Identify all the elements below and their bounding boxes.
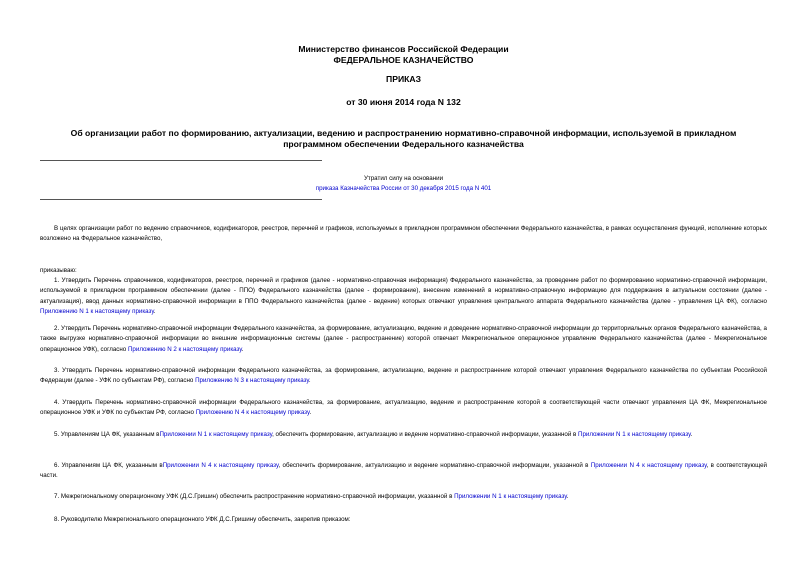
appendix-1-link[interactable]: Приложении N 1 к настоящему приказу xyxy=(454,493,567,500)
paragraph-4-text: 4. Утвердить Перечень нормативно-справочной информации Федерального казначейства, за формирование, актуализацию, ведение и распространение которой в соответствующей части отвечают управления ЦА ФК, Межрегиональное операционное УФК и УФК по субъектам РФ, согласно xyxy=(40,399,767,417)
appendix-1-link[interactable]: Приложении N 1 к настоящему приказу xyxy=(159,431,273,438)
paragraph-3-text: 3. Утвердить Перечень нормативно-справочной информации Федерального казначейства, за формирование, актуализацию, ведение и распространение которой отвечают управления Федерального казначейства по субъектам Российской Федерации (далее - УФК по субъектам РФ), согласно xyxy=(40,367,767,385)
paragraph-6-text-c: , в соответствующей части. xyxy=(40,462,768,480)
period: . xyxy=(153,308,156,316)
period: . xyxy=(241,345,244,353)
document-title: Об организации работ по формированию, актуализации, ведению и распространению нормативно-справочной информации, используемой в прикладном программном обеспечении Федерального казначейства xyxy=(70,128,737,149)
paragraph-2-text: 2. Утвердить Перечень нормативно-справочной информации Федерального казначейства, за формирование, актуализацию, ведение и доведение нормативно-справочной информации до территориальных органов Федерального казначейства, а также выгрузке нормативно-справочной информации во внешние информационные системы (далее - распространение) которой отвечает Межрегиональное операционное управление Федерального казначейства (далее - Межрегиональное операционное УФК), согласно xyxy=(40,325,767,353)
paragraph-5-text-a: 5. Управлениям ЦА ФК, указанным в xyxy=(54,431,160,438)
status-notice xyxy=(0,174,807,194)
appendix-2-link[interactable]: Приложению N 2 к настоящему приказу xyxy=(127,345,242,353)
appendix-1-link[interactable]: Приложению N 1 к настоящему приказу xyxy=(40,308,154,316)
appendix-4-link[interactable]: Приложении N 4 к настоящему приказу xyxy=(162,462,279,469)
intro-paragraph: В целях организации работ по ведению справочников, кодификаторов, реестров, перечней и графиков, используемых в прикладном программном обеспечении Федерального казначейства, в рамках осуществления функций, исполнение которых возложено на Федеральное казначейство, xyxy=(40,225,767,243)
agency-name: ФЕДЕРАЛЬНОЕ КАЗНАЧЕЙСТВО xyxy=(333,55,474,65)
paragraph-3 xyxy=(40,366,767,387)
ministry-name: Министерство финансов Российской Федерации xyxy=(298,44,509,54)
appendix-1-link[interactable]: Приложении N 1 к настоящему приказу xyxy=(578,431,691,438)
paragraph-5-text-b: , обеспечить формирование, актуализацию и ведение нормативно-справочной информации, указанной в xyxy=(272,431,579,438)
paragraph-2 xyxy=(40,324,767,355)
paragraph-1-text: 1. Утвердить Перечень справочников, кодификаторов, реестров, перечней и графиков (далее - нормативно-справочная информация) Федерального казначейства, за проведение работ по формированию нормативно-справочной информации, используемой в прикладном программном обеспечении (далее - ППО) Федерального казначейства (далее - формирование), внесение изменений в нормативно-справочную информацию для поддержания в актуальном состоянии (далее - актуализация), ввод данных нормативно-справочной информации в ППО Федерального казначейства (далее - ведение) которых отвечают управления центрального аппарата Федерального казначейства (далее - управления ЦА ФК), согласно xyxy=(40,277,767,305)
paragraph-8: 8. Руководителю Межрегионального операционного УФК Д.С.Гришину обеспечить, закрепив приказом: xyxy=(54,516,351,523)
period: . xyxy=(309,409,312,417)
period: . xyxy=(690,431,693,438)
paragraph-7 xyxy=(40,492,767,502)
paragraph-6 xyxy=(40,461,767,482)
appendix-3-link[interactable]: Приложению N 3 к настоящему приказу xyxy=(195,377,309,385)
appendix-4-link[interactable]: Приложении N 4 к настоящему приказу xyxy=(590,462,707,469)
period: . xyxy=(308,377,311,385)
document-date-number: от 30 июня 2014 года N 132 xyxy=(346,97,461,107)
divider-top xyxy=(40,160,322,161)
document-header xyxy=(0,44,807,66)
status-note: Утратил силу на основании xyxy=(363,175,444,182)
order-word: приказываю: xyxy=(40,267,77,274)
appendix-4-link[interactable]: Приложению N 4 к настоящему приказу xyxy=(195,409,310,417)
paragraph-7-text: 7. Межрегиональному операционному УФК (Д.С.Гришин) обеспечить распространение нормативно-справочной информации, указанной в xyxy=(54,493,455,500)
paragraph-6-text-b: , обеспечить формирование, актуализацию и ведение нормативно-справочной информации, указанной в xyxy=(278,462,591,469)
divider-bottom xyxy=(40,199,322,200)
document-type: ПРИКАЗ xyxy=(386,74,421,84)
paragraph-6-text-a: 6. Управлениям ЦА ФК, указанным в xyxy=(54,462,163,469)
repeal-order-link[interactable]: приказа Казначейства России от 30 декабря 2015 года N 401 xyxy=(315,185,492,192)
period: . xyxy=(566,493,569,500)
paragraph-4 xyxy=(40,398,767,419)
paragraph-1 xyxy=(40,276,767,318)
paragraph-5 xyxy=(40,430,767,440)
